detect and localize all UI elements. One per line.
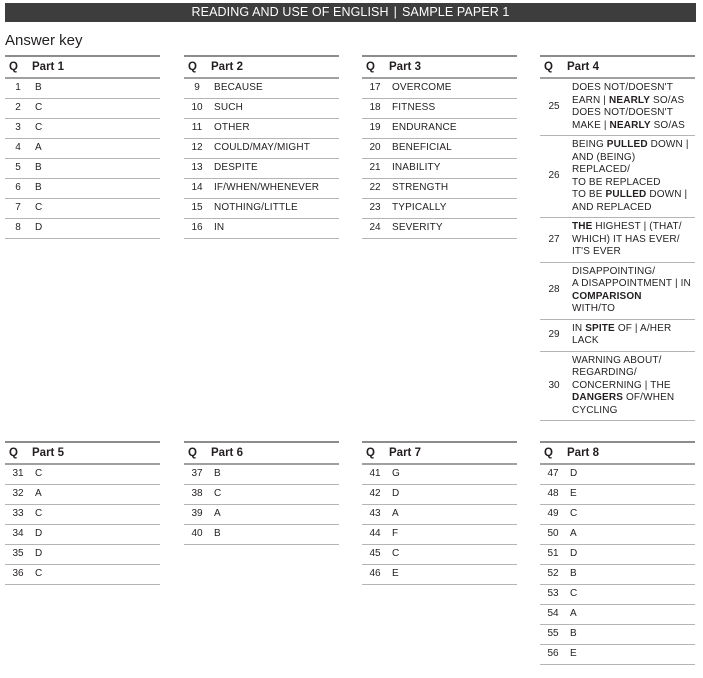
answer-table-part-5 (5, 441, 160, 585)
answer-row (5, 565, 160, 585)
answer-row (540, 645, 695, 665)
answer-line (572, 120, 693, 133)
answer-text (570, 218, 695, 262)
question-number: 30 (548, 379, 560, 391)
question-column-header: Q (544, 61, 553, 73)
question-number: 48 (547, 488, 559, 500)
answer-segment: REGARDING/ (572, 367, 637, 378)
answer-text: C (570, 588, 578, 600)
answer-row (540, 79, 695, 136)
question-number: 39 (191, 508, 203, 520)
answer-text: A (570, 528, 577, 540)
answer-line (572, 303, 693, 316)
answer-row (540, 505, 695, 525)
question-number: 16 (191, 222, 203, 234)
answer-keyword: PULLED (605, 189, 647, 200)
question-number: 1 (15, 82, 21, 94)
header-separator: | (393, 5, 397, 19)
answer-text: C (35, 468, 43, 480)
question-column-header: Q (366, 61, 375, 73)
question-number: 45 (369, 548, 381, 560)
question-number: 49 (547, 508, 559, 520)
answer-segment: OF/WHEN (623, 392, 675, 403)
answer-row (184, 159, 339, 179)
question-number: 6 (15, 182, 21, 194)
answer-row (5, 219, 160, 239)
answer-segment: A DISAPPOINTMENT | IN (572, 278, 691, 289)
question-number: 36 (12, 568, 24, 580)
question-number: 9 (194, 82, 200, 94)
question-number: 25 (548, 100, 560, 112)
question-number: 34 (12, 528, 24, 540)
answer-line (572, 278, 693, 291)
answer-text (570, 79, 695, 135)
answer-row (362, 99, 517, 119)
answer-text: D (570, 468, 578, 480)
table-header-row (184, 57, 339, 79)
question-number: 26 (548, 170, 560, 182)
answer-line (572, 367, 693, 380)
table-header-row (5, 443, 160, 465)
question-number: 46 (369, 568, 381, 580)
answer-text: C (35, 202, 43, 214)
answer-row (5, 525, 160, 545)
answer-segment: DISAPPOINTING/ (572, 265, 656, 277)
answer-line (572, 139, 693, 152)
question-number: 14 (191, 182, 203, 194)
answer-text: C (35, 102, 43, 114)
question-number: 41 (369, 468, 381, 480)
question-column-header: Q (9, 447, 18, 459)
answer-row (5, 119, 160, 139)
answer-text: ENDURANCE (392, 122, 457, 134)
table-header-row (540, 57, 695, 79)
answer-text: IN (214, 222, 225, 234)
answer-row (362, 119, 517, 139)
question-column-header: Q (188, 61, 197, 73)
answer-segment: DOWN | (646, 189, 688, 200)
answer-row (540, 352, 695, 422)
answer-row (362, 505, 517, 525)
table-header-row (362, 57, 517, 79)
question-number: 32 (12, 488, 24, 500)
answer-text: TYPICALLY (392, 202, 447, 214)
answer-table-part-8 (540, 441, 695, 665)
answer-segment: MAKE | (572, 119, 610, 131)
answer-row (5, 159, 160, 179)
question-number: 21 (369, 162, 381, 174)
answer-keyword: PULLED (606, 139, 648, 150)
answer-text: A (214, 508, 221, 520)
answer-text: B (570, 568, 577, 580)
question-number: 54 (547, 608, 559, 620)
question-number: 51 (547, 548, 559, 560)
answer-row (362, 565, 517, 585)
answer-row (184, 99, 339, 119)
answer-segment: LACK (572, 335, 599, 346)
answer-row (5, 545, 160, 565)
question-number: 4 (15, 142, 21, 154)
part-title: Part 4 (567, 61, 599, 73)
answer-segment: BEING (572, 139, 607, 150)
answer-table-part-2 (184, 55, 339, 239)
answer-row (5, 79, 160, 99)
answer-row (362, 525, 517, 545)
answer-row (184, 139, 339, 159)
answer-text: B (214, 468, 221, 480)
answer-line (572, 152, 693, 177)
answer-text: E (570, 488, 577, 500)
answer-segment: WITH/TO (572, 303, 616, 314)
answer-line (572, 335, 693, 348)
answer-row (540, 263, 695, 320)
table-header-row (362, 443, 517, 465)
answer-segment: WARNING ABOUT/ (572, 354, 662, 366)
question-number: 3 (15, 122, 21, 134)
answer-row (540, 465, 695, 485)
answer-row (540, 136, 695, 218)
answer-row (362, 485, 517, 505)
answer-text: FITNESS (392, 102, 436, 114)
question-number: 2 (15, 102, 21, 114)
answer-row (5, 99, 160, 119)
answer-keyword: SPITE (585, 322, 615, 334)
answer-line (572, 380, 693, 393)
answer-row (5, 465, 160, 485)
answer-text: B (35, 182, 42, 194)
question-number: 35 (12, 548, 24, 560)
answer-row (540, 625, 695, 645)
question-column-header: Q (544, 447, 553, 459)
question-number: 42 (369, 488, 381, 500)
answer-row (540, 605, 695, 625)
answer-text: INABILITY (392, 162, 441, 174)
answer-row (184, 219, 339, 239)
part-title: Part 6 (211, 447, 243, 459)
answer-line (572, 355, 693, 368)
answer-line (572, 189, 693, 202)
answer-segment: HIGHEST | (THAT/ (592, 221, 682, 232)
question-number: 47 (547, 468, 559, 480)
answer-row (540, 565, 695, 585)
part-title: Part 7 (389, 447, 421, 459)
question-number: 53 (547, 588, 559, 600)
answer-segment: WHICH) IT HAS EVER/ (572, 233, 680, 245)
answer-text: NOTHING/LITTLE (214, 202, 298, 214)
answer-text: B (35, 162, 42, 174)
answer-segment: SO/AS (650, 119, 685, 131)
table-header-row (5, 57, 160, 79)
answer-segment: TO BE REPLACED (572, 176, 661, 188)
question-number: 38 (191, 488, 203, 500)
answer-text: D (570, 548, 578, 560)
question-number: 27 (548, 233, 560, 245)
answer-segment: EARN | (572, 94, 609, 106)
answer-text: E (392, 568, 399, 580)
part-title: Part 2 (211, 61, 243, 73)
answer-text (570, 263, 695, 319)
question-number: 55 (547, 628, 559, 640)
answer-segment: AND (BEING) REPLACED/ (572, 151, 636, 175)
answer-text: OTHER (214, 122, 250, 134)
answer-line (572, 95, 693, 108)
answer-row (540, 545, 695, 565)
answer-line (572, 392, 693, 405)
question-number: 20 (369, 142, 381, 154)
answer-text: DESPITE (214, 162, 258, 174)
answer-line (572, 82, 693, 95)
answer-row (184, 485, 339, 505)
page-title: Answer key (5, 32, 83, 49)
question-column-header: Q (188, 447, 197, 459)
answer-line (572, 202, 693, 215)
answer-table-part-1 (5, 55, 160, 239)
answer-line (572, 323, 693, 336)
table-header-row (540, 443, 695, 465)
answer-text: A (35, 488, 42, 500)
answer-text: G (392, 468, 400, 480)
answer-text: C (214, 488, 222, 500)
answer-text: BECAUSE (214, 82, 263, 94)
question-number: 22 (369, 182, 381, 194)
question-number: 13 (191, 162, 203, 174)
question-number: 44 (369, 528, 381, 540)
answer-line (572, 107, 693, 120)
answer-row (362, 79, 517, 99)
answer-segment: TO BE (572, 189, 606, 200)
answer-segment: DOWN | (647, 139, 689, 150)
answer-row (184, 179, 339, 199)
answer-line (572, 177, 693, 190)
answer-segment: IN (572, 322, 586, 334)
question-number: 19 (369, 122, 381, 134)
answer-row (184, 505, 339, 525)
answer-text: C (35, 508, 43, 520)
part-title: Part 8 (567, 447, 599, 459)
answer-text: D (35, 548, 43, 560)
answer-text: STRENGTH (392, 182, 449, 194)
answer-text: A (35, 142, 42, 154)
question-number: 7 (15, 202, 21, 214)
question-number: 37 (191, 468, 203, 480)
question-number: 24 (369, 222, 381, 234)
answer-text (570, 320, 695, 351)
answer-row (362, 139, 517, 159)
answer-line (572, 234, 693, 247)
answer-text: IF/WHEN/WHENEVER (214, 182, 320, 194)
answer-row (362, 545, 517, 565)
answer-text: B (214, 528, 221, 540)
question-number: 15 (191, 202, 203, 214)
answer-row (184, 119, 339, 139)
answer-segment: CYCLING (572, 404, 618, 416)
answer-line (572, 221, 693, 234)
answer-line (572, 246, 693, 259)
question-number: 28 (548, 284, 560, 296)
answer-text: SEVERITY (392, 222, 443, 234)
header-title: READING AND USE OF ENGLISH (191, 5, 389, 19)
question-number: 18 (369, 102, 381, 114)
question-number: 50 (547, 528, 559, 540)
answer-row (184, 525, 339, 545)
header-bar (5, 3, 696, 22)
question-column-header: Q (366, 447, 375, 459)
answer-segment: IT'S EVER (572, 246, 621, 257)
header-subtitle: SAMPLE PAPER 1 (401, 5, 510, 19)
answer-row (540, 320, 695, 352)
answer-text: OVERCOME (392, 82, 452, 94)
answer-text: D (35, 222, 43, 234)
answer-line (572, 405, 693, 418)
question-number: 11 (191, 122, 203, 134)
answer-row (5, 199, 160, 219)
question-number: 5 (15, 162, 21, 174)
answer-row (5, 139, 160, 159)
question-number: 40 (191, 528, 203, 540)
answer-text: A (392, 508, 399, 520)
answer-keyword: COMPARISON (572, 290, 642, 302)
answer-row (540, 218, 695, 263)
answer-row (362, 159, 517, 179)
answer-text: B (35, 82, 42, 94)
answer-row (184, 465, 339, 485)
answer-text: BENEFICIAL (392, 142, 452, 154)
question-number: 17 (369, 82, 381, 94)
answer-text: C (570, 508, 578, 520)
answer-text: E (570, 648, 577, 660)
answer-row (540, 485, 695, 505)
answer-line (572, 291, 693, 304)
answer-row (540, 525, 695, 545)
answer-segment: AND REPLACED (572, 201, 652, 213)
question-number: 52 (547, 568, 559, 580)
answer-row (362, 179, 517, 199)
answer-row (5, 179, 160, 199)
question-number: 23 (369, 202, 381, 214)
answer-row (362, 199, 517, 219)
answer-text: COULD/MAY/MIGHT (214, 142, 310, 154)
question-number: 29 (548, 328, 560, 340)
question-number: 33 (12, 508, 24, 520)
answer-text (570, 352, 695, 421)
answer-row (362, 465, 517, 485)
answer-text (570, 136, 695, 217)
part-title: Part 1 (32, 61, 64, 73)
question-number: 8 (15, 222, 21, 234)
answer-keyword: DANGERS (572, 392, 624, 403)
question-number: 43 (369, 508, 381, 520)
answer-table-part-4 (540, 55, 695, 421)
answer-segment: DOES NOT/DOESN'T (572, 107, 673, 118)
answer-text: A (570, 608, 577, 620)
question-number: 10 (191, 102, 203, 114)
question-number: 12 (191, 142, 203, 154)
answer-table-part-3 (362, 55, 517, 239)
answer-line (572, 266, 693, 279)
answer-text: D (35, 528, 43, 540)
part-title: Part 3 (389, 61, 421, 73)
answer-keyword: NEARLY (609, 119, 651, 131)
answer-row (5, 505, 160, 525)
question-number: 56 (547, 648, 559, 660)
table-header-row (184, 443, 339, 465)
answer-segment: CONCERNING | THE (572, 379, 671, 391)
answer-text: C (35, 568, 43, 580)
answer-keyword: THE (572, 221, 593, 232)
answer-row (540, 585, 695, 605)
answer-text: B (570, 628, 577, 640)
answer-keyword: NEARLY (609, 94, 651, 106)
part-title: Part 5 (32, 447, 64, 459)
answer-text: C (392, 548, 400, 560)
answer-text: D (392, 488, 400, 500)
answer-row (184, 199, 339, 219)
answer-table-part-7 (362, 441, 517, 585)
answer-table-part-6 (184, 441, 339, 545)
answer-row (184, 79, 339, 99)
answer-row (362, 219, 517, 239)
question-number: 31 (12, 468, 24, 480)
answer-segment: OF | A/HER (614, 322, 672, 334)
question-column-header: Q (9, 61, 18, 73)
answer-text: F (392, 528, 399, 540)
answer-row (5, 485, 160, 505)
answer-segment: DOES NOT/DOESN'T (572, 82, 673, 93)
answer-text: SUCH (214, 102, 243, 114)
answer-segment: SO/AS (650, 94, 685, 106)
answer-text: C (35, 122, 43, 134)
